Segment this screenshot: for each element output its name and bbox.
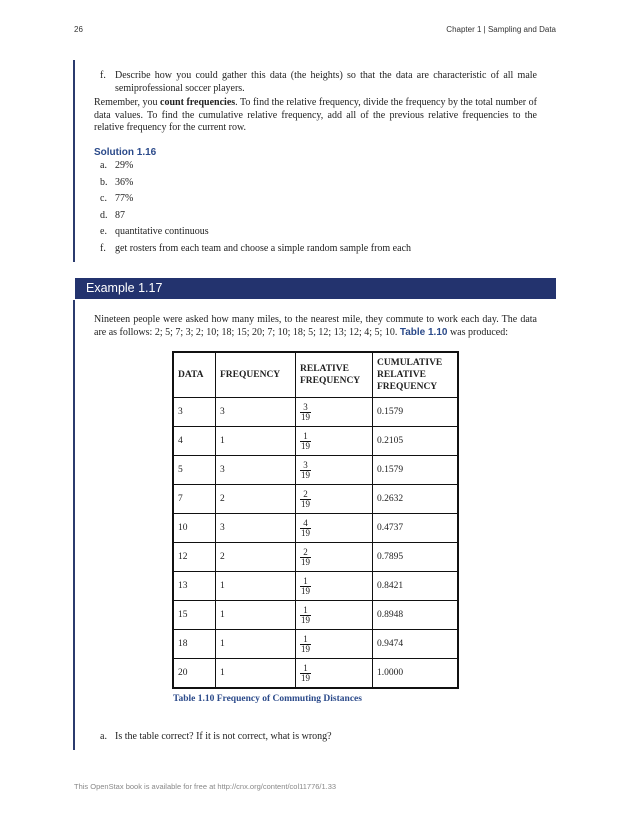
table-row [173, 456, 458, 485]
cell-data: 20 [173, 659, 216, 689]
header-relative-frequency: RELATIVE FREQUENCY [296, 352, 373, 398]
cell-data: 18 [173, 630, 216, 659]
table-row [173, 485, 458, 514]
cell-cumulative: 0.8421 [373, 572, 459, 601]
cell-frequency: 1 [216, 427, 296, 456]
cell-relative-frequency [296, 485, 373, 514]
remember-rest: . To find the relative frequency, divide the frequency by the total number of data values. To find the cumulative relative frequency, add all of the previous relative frequencies to the relative frequency for the current row. [94, 97, 537, 133]
cell-cumulative: 0.9474 [373, 630, 459, 659]
question-text: Is the table correct? If it is not correct, what is wrong? [115, 731, 332, 742]
cell-relative-frequency [296, 456, 373, 485]
denominator: 19 [301, 672, 310, 683]
fraction [300, 606, 311, 625]
denominator: 19 [301, 585, 310, 596]
list-marker: c. [100, 193, 107, 205]
cell-relative-frequency [296, 543, 373, 572]
solution-answer: 87 [115, 209, 125, 221]
fraction [300, 432, 311, 451]
list-marker: d. [100, 209, 108, 221]
cell-relative-frequency [296, 572, 373, 601]
table-caption: Table 1.10 Frequency of Commuting Distances [173, 694, 362, 704]
fraction [300, 461, 311, 480]
solution-answer: 77% [115, 193, 134, 205]
cell-data: 4 [173, 427, 216, 456]
header-data: DATA [173, 352, 216, 398]
numerator: 3 [300, 403, 311, 413]
list-marker: f. [100, 242, 106, 254]
cell-relative-frequency [296, 659, 373, 689]
cell-data: 3 [173, 398, 216, 427]
table-row [173, 427, 458, 456]
remember-paragraph [94, 97, 537, 135]
table-reference-link[interactable]: Table 1.10 [399, 326, 448, 338]
numerator: 2 [300, 490, 311, 500]
footer-note: This OpenStax book is available for free at http://cnx.org/content/col11776/1.33 [74, 782, 337, 791]
numerator: 1 [300, 432, 311, 442]
list-item-text: Describe how you could gather this data (the heights) so that the data are characteristic of all male semiprofessional soccer players. [115, 70, 537, 94]
fraction [300, 403, 311, 422]
running-header: Chapter 1 | Sampling and Data [446, 25, 556, 34]
list-marker: a. [100, 731, 107, 742]
denominator: 19 [301, 643, 310, 654]
table-row [173, 630, 458, 659]
denominator: 19 [301, 469, 310, 480]
table-row [173, 572, 458, 601]
exercise-side-bar [73, 60, 75, 262]
numerator: 1 [300, 606, 311, 616]
cell-data: 15 [173, 601, 216, 630]
intro-text: Nineteen people were asked how many miles, to the nearest mile, they commute to work each day. The data are as follows: 2; 5; 7; 3; 2; 10; 18; 15; 20; 7; 10; 18; 5; 12; 13; 12; 4; 5; 10. [94, 314, 537, 338]
cell-data: 10 [173, 514, 216, 543]
cell-cumulative: 0.2632 [373, 485, 459, 514]
example-intro [94, 314, 537, 339]
header-frequency: FREQUENCY [216, 352, 296, 398]
cell-data: 12 [173, 543, 216, 572]
frequency-table [172, 351, 459, 689]
cell-cumulative: 0.2105 [373, 427, 459, 456]
list-marker: b. [100, 176, 108, 188]
cell-cumulative: 1.0000 [373, 659, 459, 689]
numerator: 1 [300, 664, 311, 674]
cell-frequency: 1 [216, 601, 296, 630]
example-title: Example 1.17 [86, 281, 163, 295]
cell-frequency: 1 [216, 572, 296, 601]
cell-relative-frequency [296, 601, 373, 630]
fraction [300, 519, 311, 538]
denominator: 19 [301, 440, 310, 451]
example-banner [75, 278, 556, 299]
cell-relative-frequency [296, 630, 373, 659]
header-cumulative-relative-frequency: CUMULATIVE RELATIVE FREQUENCY [373, 352, 459, 398]
numerator: 1 [300, 577, 311, 587]
table-row [173, 659, 458, 689]
cell-cumulative: 0.4737 [373, 514, 459, 543]
fraction [300, 635, 311, 654]
cell-relative-frequency [296, 514, 373, 543]
numerator: 2 [300, 548, 311, 558]
list-item-f [100, 69, 537, 95]
cell-cumulative: 0.8948 [373, 601, 459, 630]
solution-answer: quantitative continuous [115, 226, 209, 238]
cell-frequency: 2 [216, 543, 296, 572]
fraction [300, 577, 311, 596]
list-marker: e. [100, 226, 107, 238]
table-row [173, 601, 458, 630]
numerator: 3 [300, 461, 311, 471]
count-frequencies-term: count frequencies [160, 97, 236, 108]
table-row [173, 514, 458, 543]
example-side-bar [73, 300, 75, 750]
page-number: 26 [74, 25, 83, 34]
fraction [300, 664, 311, 683]
fraction [300, 548, 311, 567]
cell-frequency: 3 [216, 514, 296, 543]
cell-relative-frequency [296, 427, 373, 456]
denominator: 19 [301, 556, 310, 567]
cell-cumulative: 0.1579 [373, 456, 459, 485]
cell-frequency: 1 [216, 659, 296, 689]
cell-frequency: 3 [216, 398, 296, 427]
cell-frequency: 2 [216, 485, 296, 514]
intro-text-end: was produced: [447, 326, 508, 338]
solution-title: Solution 1.16 [94, 147, 157, 158]
cell-cumulative: 0.7895 [373, 543, 459, 572]
solution-answer: 36% [115, 176, 134, 188]
table-row [173, 543, 458, 572]
cell-frequency: 1 [216, 630, 296, 659]
denominator: 19 [301, 411, 310, 422]
remember-lead: Remember, you [94, 97, 161, 108]
cell-cumulative: 0.1579 [373, 398, 459, 427]
cell-data: 5 [173, 456, 216, 485]
cell-data: 13 [173, 572, 216, 601]
table-header-row [173, 352, 458, 398]
list-marker: f. [100, 70, 106, 81]
solution-answer: get rosters from each team and choose a simple random sample from each [115, 242, 412, 254]
cell-relative-frequency [296, 398, 373, 427]
denominator: 19 [301, 498, 310, 509]
numerator: 4 [300, 519, 311, 529]
cell-frequency: 3 [216, 456, 296, 485]
list-marker: a. [100, 160, 107, 171]
fraction [300, 490, 311, 509]
denominator: 19 [301, 527, 310, 538]
denominator: 19 [301, 614, 310, 625]
numerator: 1 [300, 635, 311, 645]
table-row [173, 398, 458, 427]
cell-data: 7 [173, 485, 216, 514]
solution-answer: 29% [115, 160, 134, 171]
